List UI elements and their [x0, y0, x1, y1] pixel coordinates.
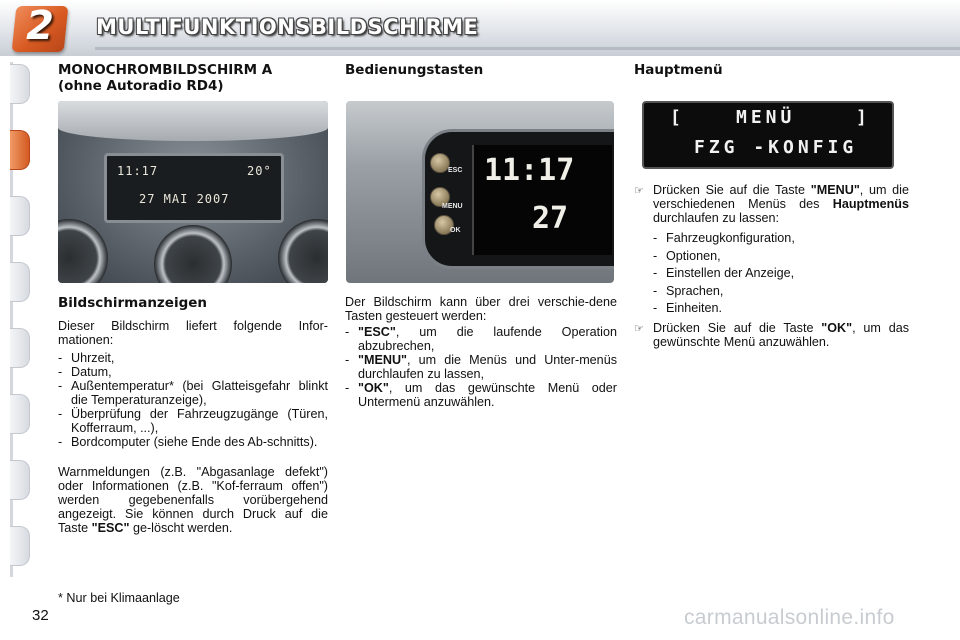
section-heading-main-menu: Hauptmenü: [634, 62, 723, 78]
bracket-left: [: [670, 107, 685, 128]
list-item: - Optionen,: [653, 248, 721, 263]
dashboard-display-photo: [58, 101, 328, 283]
warning-text: Warnmeldungen (z.B. "Abgasanlage defekt") oder Informationen (z.B. "Kof-ferraum offen") werden gegebenenfalls vorübergehend angezeigt. Sie können durch Druck auf die Taste "ESC" ge-löscht werden.: [58, 465, 328, 535]
display-day: 27: [532, 201, 569, 236]
ok-label: OK: [450, 227, 461, 234]
chapter-title: MULTIFUNKTIONSBILDSCHIRME: [96, 15, 479, 39]
chapter-tab-8[interactable]: [10, 526, 30, 566]
section-heading: [58, 62, 328, 94]
column-main-menu: [634, 62, 909, 78]
section-heading-buttons: Bedienungstasten: [345, 62, 484, 78]
chapter-tab-3[interactable]: [10, 196, 30, 236]
segment-display: [472, 145, 612, 255]
main-menu-description: [634, 183, 909, 349]
heading-line-1: MONOCHROMBILDSCHIRM A: [58, 62, 273, 78]
display-date: 27 MAI 2007: [139, 192, 230, 206]
dashboard-top: [58, 101, 328, 141]
esc-button[interactable]: [430, 153, 450, 173]
pointing-hand-icon: ☞: [634, 322, 644, 335]
intro-text: Dieser Bildschirm liefert folgende Infor-mationen:: [58, 319, 328, 347]
list-item-menu: - "MENU", um die Menüs und Unter-menüs durchlaufen zu lassen,: [345, 353, 617, 381]
esc-label: ESC: [448, 167, 463, 174]
list-item: - Einstellen der Anzeige,: [653, 266, 795, 280]
screen-info-block: [58, 295, 328, 535]
display-menu-title: MENÜ: [736, 107, 796, 128]
list-item: - Einheiten.: [653, 301, 723, 315]
subheading-screen-info: Bildschirmanzeigen: [58, 295, 208, 311]
intro-text: Der Bildschirm kann über drei verschie-dene Tasten gesteuert werden:: [345, 295, 617, 323]
air-vent-left: [58, 219, 108, 283]
list-item: - Uhrzeit,: [58, 351, 115, 365]
control-buttons-photo: [346, 101, 614, 283]
display-time: 11:17: [484, 153, 575, 188]
chapter-tab-4[interactable]: [10, 262, 30, 302]
main-menu-display: [642, 101, 894, 169]
display-temperature: 20°: [247, 164, 272, 178]
chapter-tab-2-active[interactable]: [10, 130, 30, 170]
menu-items-list: [634, 230, 909, 318]
list-item: - Fahrzeugkonfiguration,: [653, 231, 795, 245]
air-vent-right: [278, 219, 328, 283]
chapter-tabs: [0, 62, 34, 577]
list-item: - Sprachen,: [653, 283, 724, 298]
column-monochrome-screen: [58, 62, 328, 94]
monochrome-display: [104, 153, 284, 223]
list-item-esc: - "ESC", um die laufende Operation abzubrechen,: [345, 325, 617, 353]
display-time: 11:17: [117, 164, 159, 178]
step-press-menu: ☞ Drücken Sie auf die Taste "MENU", um die verschiedenen Menüs des Hauptmenüs durchlaufen zu lassen:: [634, 183, 909, 225]
list-item-ok: - "OK", um das gewünschte Menü oder Untermenü anzuwählen.: [345, 381, 617, 409]
list-item: - Überprüfung der Fahrzeugzugänge (Türen, Kofferraum, ...),: [58, 407, 328, 435]
step-press-ok: ☞ Drücken Sie auf die Taste "OK", um das gewünschte Menü anzuwählen.: [634, 320, 909, 349]
chapter-tab-6[interactable]: [10, 394, 30, 434]
chapter-tab-5[interactable]: [10, 328, 30, 368]
page-number: 32: [32, 607, 49, 624]
chapter-tab-7[interactable]: [10, 460, 30, 500]
list-item: - Bordcomputer (siehe Ende des Ab-schnitts).: [58, 435, 318, 449]
info-list: [58, 351, 328, 449]
menu-label: MENU: [442, 203, 463, 210]
bracket-right: ]: [856, 107, 871, 128]
air-vent-center: [154, 225, 232, 283]
list-item: - Datum,: [58, 365, 112, 379]
footnote: * Nur bei Klimaanlage: [58, 591, 180, 605]
chapter-number: 2: [26, 3, 54, 49]
button-list: [345, 325, 617, 409]
display-menu-item: FZG -KONFIG: [694, 137, 858, 158]
column-control-buttons: [345, 62, 617, 78]
header-rule: [95, 47, 960, 50]
heading-line-2: (ohne Autoradio RD4): [58, 78, 224, 94]
pointing-hand-icon: ☞: [634, 185, 644, 197]
buttons-description: [345, 295, 617, 409]
list-item: - Außentemperatur* (bei Glatteisgefahr blinkt die Temperaturanzeige),: [58, 379, 328, 407]
chapter-tab-1[interactable]: [10, 64, 30, 104]
watermark: carmanualsonline.info: [684, 606, 895, 629]
